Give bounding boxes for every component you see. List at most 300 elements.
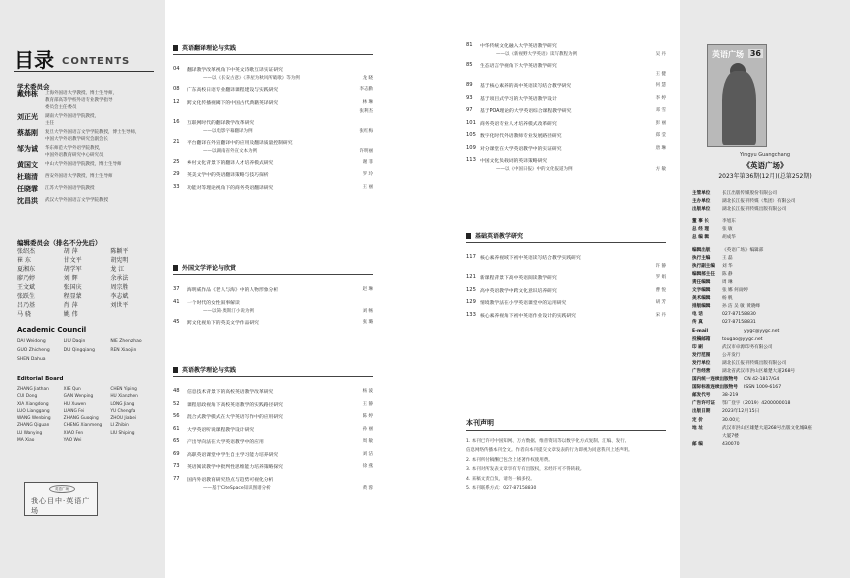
article-title: 基于项目式学习的大学英语教学设计 (480, 96, 557, 102)
article-title: 大学英语听说课程教学设计研究 (187, 427, 255, 433)
imprint-key: 总 编 辑 (692, 235, 709, 241)
board-member: 胡宪明 (110, 257, 129, 264)
imprint-row (692, 271, 842, 279)
article-title: 对分课堂在大学英语教学中的实证研究 (480, 146, 562, 152)
page-number: 121 (466, 274, 476, 280)
section-heading (173, 364, 373, 375)
imprint-value: 湖北长江报刊传媒出版有限公司 (722, 207, 787, 213)
academic-committee-label: 学术委员会 (17, 83, 50, 91)
article-subtitle: ——以《新视野大学英语》读写教程为例 (496, 52, 577, 57)
page-number: 93 (466, 94, 473, 101)
editorial-member: ZHOU Jiabei (110, 416, 137, 422)
article-author: 罗 玲 (362, 172, 373, 177)
cover-logo: 英语广场 (712, 49, 744, 59)
editorial-member: LI Zhibin (110, 423, 129, 429)
imprint-row (692, 328, 842, 336)
imprint-key: 排版编辑 (692, 304, 711, 310)
imprint-row (692, 263, 842, 271)
statement-body (466, 437, 666, 493)
imprint-value: 武汉市卓源印务有限公司 (722, 344, 773, 350)
page-number: 89 (466, 82, 473, 88)
article-author: 罗 娟 (655, 275, 666, 280)
board-member: 余承法 (110, 275, 129, 282)
editorial-member: XIE Qun (63, 387, 81, 392)
page-number: 52 (173, 400, 180, 407)
article-title: 广东高校日语专业翻译课程建设与实践研究 (187, 88, 279, 93)
seal-logo (24, 482, 98, 516)
imprint-row (692, 352, 842, 360)
member-desc-line: 上海外国语大学教授、博士生导师， (45, 91, 117, 96)
article-author: 曹 悦 (655, 287, 666, 293)
section-heading (173, 42, 373, 53)
page-number: 101 (466, 119, 476, 126)
imprint-key: 美术编辑 (692, 296, 711, 302)
editorial-member: LIANG Fei (63, 408, 85, 414)
imprint-row (692, 287, 842, 295)
member-name: 杜瑞清 (17, 173, 38, 181)
board-member: 夏湘东 (17, 266, 36, 273)
imprint-key: 出版单位 (692, 207, 711, 213)
article-author: 王 丽 (362, 184, 373, 190)
imprint-key: 地 址 (692, 425, 703, 431)
article-author: 唐 琳 (655, 145, 666, 151)
imprint-value: 武汉市洪山区雄楚大道268号出版文化城B座 (722, 425, 813, 431)
imprint-row (692, 198, 842, 206)
page-number: 77 (173, 475, 180, 482)
article-title: 产出导向法在大学英语教学中的应用 (187, 440, 264, 445)
member-desc-line: 湖南大学外国语学院教授， (45, 114, 99, 119)
council-member: REN Xiaojin (110, 348, 137, 353)
member-desc-line: 教育部高等学校外语专业教学指导 (45, 98, 113, 103)
member-desc-line: 主任 (45, 121, 54, 126)
member-desc (45, 185, 95, 194)
article-title: 新课程背景下高中英语阅读教学研究 (480, 276, 557, 281)
board-member: 胡学军 (63, 266, 82, 273)
imprint-value: 30.00元 (722, 417, 740, 423)
imprint-row (692, 360, 842, 368)
article-author: 杨 波 (362, 389, 373, 394)
article-title: 海明威作品《老人与海》中的人物形象分析 (187, 288, 279, 293)
imprint-value: 027-87158831 (722, 320, 756, 326)
board-member: 廖乃婷 (17, 275, 36, 282)
member-desc-line: 中山大学外国语学院教授，博士生导师 (45, 162, 122, 167)
page-number: 117 (466, 254, 476, 260)
member-name: 沈昌洪 (17, 197, 38, 205)
imprint-value: 湖北省武汉市洪山区雄楚大道268号 (722, 368, 796, 374)
section-title: 基础英语教学研究 (475, 233, 524, 240)
statement-line: 3. 本刊对所发表文章享有专有出版权，未经许可不得转载。 (466, 467, 585, 473)
article-subtitle: ——以《长安古意》《茅屋为秋风所破歌》等为例 (203, 76, 300, 81)
article-author: 王 静 (362, 401, 373, 407)
cover-thumbnail (707, 44, 767, 147)
imprint-value: 杨 帆 (722, 296, 733, 302)
article-author: 许 静 (655, 264, 666, 269)
imprint-row (692, 368, 842, 376)
imprint-key: 定 价 (692, 417, 703, 423)
article-title: 数字化时代外语教师专业发展路径研究 (480, 134, 562, 139)
toc-title: 目录 (14, 48, 54, 72)
member-desc (45, 90, 117, 111)
toc-title-en: CONTENTS (62, 56, 131, 67)
editorial-member: LONG Jiang (110, 401, 135, 407)
article-title: 平台翻译在外宣翻译中的应用及翻译质量控制研究 (187, 140, 293, 146)
editorial-member: ZHANG Qiguan (17, 423, 50, 429)
section-title: 英语翻译理论与实践 (182, 45, 237, 52)
imprint-value: 长江出版传媒股份有限公司 (722, 191, 778, 196)
article-title: 核心素养视域下初中英语读写结合教学实践研究 (480, 256, 581, 261)
imprint-row (692, 336, 842, 344)
magazine-pinyin: Yingyu Guangchang (739, 152, 791, 158)
editorial-board-label: 编辑委员会（排名不分先后） (17, 239, 102, 247)
page-number: 109 (466, 144, 476, 151)
article-title: 高中英语教学中跨文化意识培养研究 (480, 288, 557, 294)
council-member: SHEN Dahua (17, 357, 46, 362)
imprint-key: 董 事 长 (692, 219, 709, 225)
statement-line: 5. 本刊联系方式：027-87158830 (466, 486, 537, 492)
imprint-row (692, 226, 842, 234)
imprint-key: 发行单位 (692, 360, 711, 366)
editorial-member: LU Wanying (17, 430, 43, 436)
imprint-key: 传 真 (692, 320, 703, 326)
academic-council-list (17, 337, 157, 364)
article-author: 黄 蓉 (362, 485, 373, 491)
imprint-row (692, 319, 842, 327)
article-author: 李 婷 (655, 95, 666, 101)
page-number: 113 (466, 157, 476, 163)
imprint-key: 邮发代号 (692, 393, 711, 399)
imprint-row (692, 303, 842, 311)
page-number: 85 (466, 62, 473, 68)
editorial-member: HU Xianzhen (110, 394, 138, 400)
board-member: 胡 萍 (63, 248, 78, 255)
page-number: 37 (173, 286, 180, 292)
board-member: 李志斌 (110, 293, 129, 300)
magazine-name: 《英语广场》 (742, 161, 788, 170)
board-member: 吕乃基 (17, 302, 36, 309)
imprint-row (692, 295, 842, 303)
imprint-row (692, 279, 842, 287)
council-member: DAI Weidong (17, 339, 46, 344)
imprint-row (692, 190, 842, 198)
imprint-row (692, 255, 842, 263)
imprint-value: 张 娜 何雨婷 (722, 288, 748, 294)
imprint-key: 主办单位 (692, 199, 711, 205)
page-number: 105 (466, 132, 476, 138)
page-number: 45 (173, 318, 180, 325)
imprint-value: 鄂广登字（2019）4200000018 (722, 401, 791, 407)
board-member: 王文斌 (17, 284, 36, 291)
article-title: 互联网时代的翻译教学改革研究 (187, 120, 255, 126)
imprint-row (692, 206, 842, 214)
member-desc (45, 113, 99, 127)
imprint-key: 总 经 理 (692, 227, 709, 233)
editorial-member: CUI Dong (17, 394, 38, 400)
cover-issue-number: 36 (749, 49, 761, 58)
imprint-row (692, 392, 842, 400)
imprint-value: 李旭东 (722, 219, 736, 225)
article-title: 英美文学中的英语翻译策略与技巧探析 (187, 173, 269, 178)
board-member: 刘世平 (110, 302, 129, 309)
article-author: 邓 雪 (655, 108, 666, 113)
section-marker (173, 265, 178, 271)
imprint-value: 孙 洁 吴 敏 黄晓峰 (722, 304, 760, 310)
article-author: 陈 婷 (362, 414, 373, 419)
board-member: 姚 伟 (63, 311, 78, 318)
academic-member (17, 113, 160, 127)
imprint-value: ISSN 1009-6167 (744, 385, 782, 391)
imprint-key: 文字编辑 (692, 288, 711, 294)
member-desc (45, 173, 113, 182)
member-desc-line: 华东师范大学外语学院教授， (45, 146, 104, 151)
council-member: NIE Zhenzhao (110, 339, 142, 344)
editorial-member: XIA Xiangdong (17, 401, 49, 407)
article-title: 英语阅读教学中批判性思维能力培养策略探究 (187, 465, 283, 470)
board-member: 龙 江 (110, 266, 125, 273)
imprint-row (692, 384, 842, 392)
article-title: 课程思政视角下高校英语教学的实践路径研究 (187, 402, 283, 408)
imprint-value: 大厦7楼 (722, 433, 739, 439)
member-name: 任晓霏 (17, 185, 38, 193)
divider (466, 430, 666, 431)
imprint-key: 编辑部主任 (692, 271, 715, 277)
page-number: 48 (173, 388, 180, 394)
academic-member (17, 185, 160, 194)
cover-statue (722, 71, 756, 145)
editorial-member (110, 437, 157, 444)
imprint-value: 胡成华 (722, 235, 736, 241)
article-author: 宋 丹 (655, 312, 666, 318)
article-author: 李志勤 (359, 87, 373, 92)
section-heading (466, 230, 666, 241)
imprint-key: 广告许可证 (692, 401, 715, 407)
article-title: 信息技术背景下的高校英语教学改革研究 (187, 390, 274, 395)
academic-member (17, 173, 160, 182)
article-subtitle: ——以湖南省外宣文本为例 (203, 148, 257, 154)
article-author: 张 璐 (362, 319, 373, 325)
article-author: 林 琳 (362, 99, 373, 105)
academic-member (17, 197, 160, 206)
section-title: 英语教学理论与实践 (182, 367, 237, 374)
article-title: 跨文化视角下的英美文学作品研究 (187, 320, 259, 326)
academic-council-label: Academic Council (17, 326, 87, 334)
editorial-board-en-label: Editorial Board (17, 376, 64, 382)
article-author: 王 健 (655, 72, 666, 77)
imprint-value: 430070 (722, 441, 740, 447)
page-number: 69 (173, 450, 180, 457)
board-member: 程显蒙 (63, 293, 82, 300)
article-subtitle: ——以简·奥斯汀小说为例 (203, 308, 254, 314)
editorial-member: XIAO Fen (63, 430, 84, 436)
imprint-value: tougao@yygc.net (722, 336, 763, 342)
imprint-value: 刘 华 (722, 263, 733, 269)
article-title: 跨文化传播视阈下的中国古代典籍英译研究 (187, 100, 279, 106)
article-title: 基于POA理论的大学英语综合课程教学研究 (480, 109, 572, 114)
imprint-key: 印 刷 (692, 344, 703, 350)
imprint-value: 湖北长江报刊传媒（集团）有限公司 (722, 199, 796, 205)
page-number: 16 (173, 118, 180, 125)
imprint-key: 责任编辑 (692, 279, 711, 285)
board-member: 马 骁 (17, 311, 31, 318)
council-member: LIU Daqin (63, 339, 86, 344)
page-number: 25 (173, 158, 180, 165)
page-number: 65 (173, 438, 180, 444)
member-desc-line: 复旦大学外国语言文学学院教授，博士生导师， (45, 130, 140, 135)
article-author: 刘 畅 (362, 308, 373, 314)
page-number: 97 (466, 107, 473, 113)
article-title: 商务英语专业人才培养模式改革研究 (480, 121, 557, 127)
article-title: 基于核心素养的高中英语读写结合教学研究 (480, 84, 572, 89)
article-title: 核心素养视角下初中英语作业设计的实践研究 (480, 313, 576, 319)
imprint-key: 广告经营 (692, 368, 711, 374)
article-author: 彭 丽 (655, 120, 666, 126)
member-desc (45, 145, 104, 159)
board-member (110, 311, 157, 319)
editorial-member: ZHANG Guoqing (63, 416, 99, 422)
page-number: 61 (173, 425, 180, 432)
imprint-value: 2023年12月15日 (722, 409, 760, 415)
editorial-member: LUO Lianggang (17, 408, 50, 414)
imprint-key: 发行范围 (692, 352, 711, 358)
member-desc-line: 江苏大学外国语学院教授 (45, 186, 95, 191)
imprint-value: 027-87158830 (722, 312, 756, 318)
member-desc-line: 西安外国语大学教授，博士生导师 (45, 174, 113, 179)
page-number: 33 (173, 183, 180, 190)
imprint-row (692, 433, 842, 441)
board-member: 张绍杰 (17, 248, 36, 255)
page-number: 81 (466, 42, 473, 48)
member-name: 刘正光 (17, 113, 38, 121)
article-subtitle: ——以电影字幕翻译为例 (203, 128, 253, 134)
section-rule (173, 54, 373, 55)
imprint-key: 电 话 (692, 312, 703, 318)
article-author: 周 敏 (362, 439, 373, 444)
imprint-row (692, 400, 842, 408)
article-title: 翻译教学改革视角下中英文诗歌互译实证研究 (187, 68, 283, 73)
page-number: 56 (173, 413, 180, 419)
imprint-value: 公开发行 (722, 352, 741, 358)
page-number: 04 (173, 66, 180, 72)
academic-member (17, 161, 160, 170)
member-name: 戴炜栋 (17, 90, 38, 98)
board-member: 肖 萍 (63, 302, 78, 309)
statement-line: 1. 本刊已许可中国知网、万方数据、维普资讯等以数字化方式复制、汇编、发行、 (466, 439, 630, 444)
issue-info: 2023年第36期(12月)(总第252期) (718, 173, 812, 180)
imprint-key: 投稿邮箱 (692, 336, 711, 342)
article-author: 龙 晓 (362, 76, 373, 81)
imprint-value: yygc@yygc.net (744, 328, 780, 334)
academic-member (17, 90, 160, 111)
member-desc (45, 197, 108, 206)
imprint-row (692, 441, 842, 449)
article-subtitle: ——基于CiteSpace知识图谱分析 (203, 485, 271, 491)
imprint-key: 邮 编 (692, 441, 703, 447)
statement-line: 信息网络传播本刊全文。作者向本刊提交文章发表的行为即视为同意我刊上述声明。 (466, 448, 633, 454)
section-marker (173, 45, 178, 51)
article-author: 徐 燕 (362, 464, 373, 469)
page-number: 08 (173, 86, 180, 92)
member-desc-line: 中国外语教育研究中心研究员 (45, 153, 104, 158)
board-member: 周宗胜 (110, 284, 129, 291)
academic-member (17, 129, 160, 143)
imprint-key: 编辑出版 (692, 247, 711, 253)
section-rule (173, 376, 373, 377)
imprint-value: 《英语广场》编辑部 (722, 247, 764, 253)
council-member: DU Qingqiang (63, 348, 95, 353)
article-title: 国内外语教育研究热点与趋势可视化分析 (187, 477, 274, 483)
article-subtitle: ——以《中国日报》中的文化报道为例 (496, 167, 573, 172)
article-author: 胡 芳 (655, 300, 666, 305)
editorial-member: GAN Wenping (63, 394, 94, 400)
member-name: 黄国文 (17, 161, 38, 169)
imprint-value: CN 42-1817/G4 (744, 377, 780, 383)
imprint-key (692, 433, 722, 441)
council-member: GUO Zhicheng (17, 348, 50, 353)
imprint-key: E-mail (692, 328, 709, 334)
page-number: 73 (173, 463, 180, 469)
imprint-key: 执行副主编 (692, 263, 715, 269)
council-member (64, 355, 111, 364)
imprint-key: 执行主编 (692, 255, 711, 261)
board-member: 张跃生 (17, 293, 36, 300)
member-desc (45, 161, 122, 170)
article-author: 方 敏 (655, 167, 666, 172)
imprint-row (692, 234, 842, 242)
page-number: 12 (173, 98, 180, 105)
imprint-row (692, 247, 842, 255)
article-author: 何 慧 (655, 83, 666, 88)
board-member: 张国庆 (63, 284, 82, 291)
editorial-member: YAO Wei (63, 438, 82, 444)
imprint-key: 出版日期 (692, 409, 711, 415)
page-number: 21 (173, 138, 180, 145)
page-number: 133 (466, 311, 476, 318)
section-heading (173, 262, 373, 273)
article-title: 混合式教学模式在大学英语写作中的应用研究 (187, 415, 283, 420)
statement-line: 2. 本刊所付稿酬已包含上述著作权使用费。 (466, 457, 553, 463)
page-number: 41 (173, 298, 180, 305)
board-member: 甘文平 (63, 257, 82, 264)
imprint-row (692, 417, 842, 425)
imprint-row (692, 344, 842, 352)
section-rule (173, 274, 373, 275)
imprint-row (692, 408, 842, 416)
article-author: 吴 丹 (655, 52, 666, 57)
editorial-member: LIU Shiping (110, 430, 135, 436)
board-member: 刘 辉 (63, 275, 78, 282)
imprint-value: 周 琳 (722, 279, 733, 285)
article-title: 生态语言学视角下大学英语教学研究 (480, 64, 557, 69)
imprint-info (692, 190, 842, 449)
article-author: 郑 莹 (655, 133, 666, 138)
imprint-value: 湖北长江报刊传媒出版有限公司 (722, 360, 787, 366)
article-title: 乡村文化背景下的翻译人才培养模式研究 (187, 160, 274, 166)
board-member: 崔 东 (17, 257, 31, 264)
member-name: 邹为诚 (17, 145, 38, 153)
divider (14, 71, 154, 72)
editorial-board-list (17, 248, 157, 319)
article-author: 谢 菲 (362, 159, 373, 165)
page-number: 125 (466, 286, 476, 293)
member-desc-line: 中国大学外语教学研究会副会长 (45, 137, 108, 142)
imprint-key: 国际标准连续出版物号 (692, 385, 738, 391)
page-number: 129 (466, 299, 476, 305)
article-author: 许明丽 (359, 148, 373, 154)
imprint-value: 38-219 (722, 393, 739, 399)
article-title: 中国文化负载词的英译策略研究 (480, 159, 548, 164)
editorial-member: CHEN Yiping (110, 387, 137, 392)
imprint-value: 张 敏 (722, 227, 733, 233)
member-desc (45, 129, 140, 143)
